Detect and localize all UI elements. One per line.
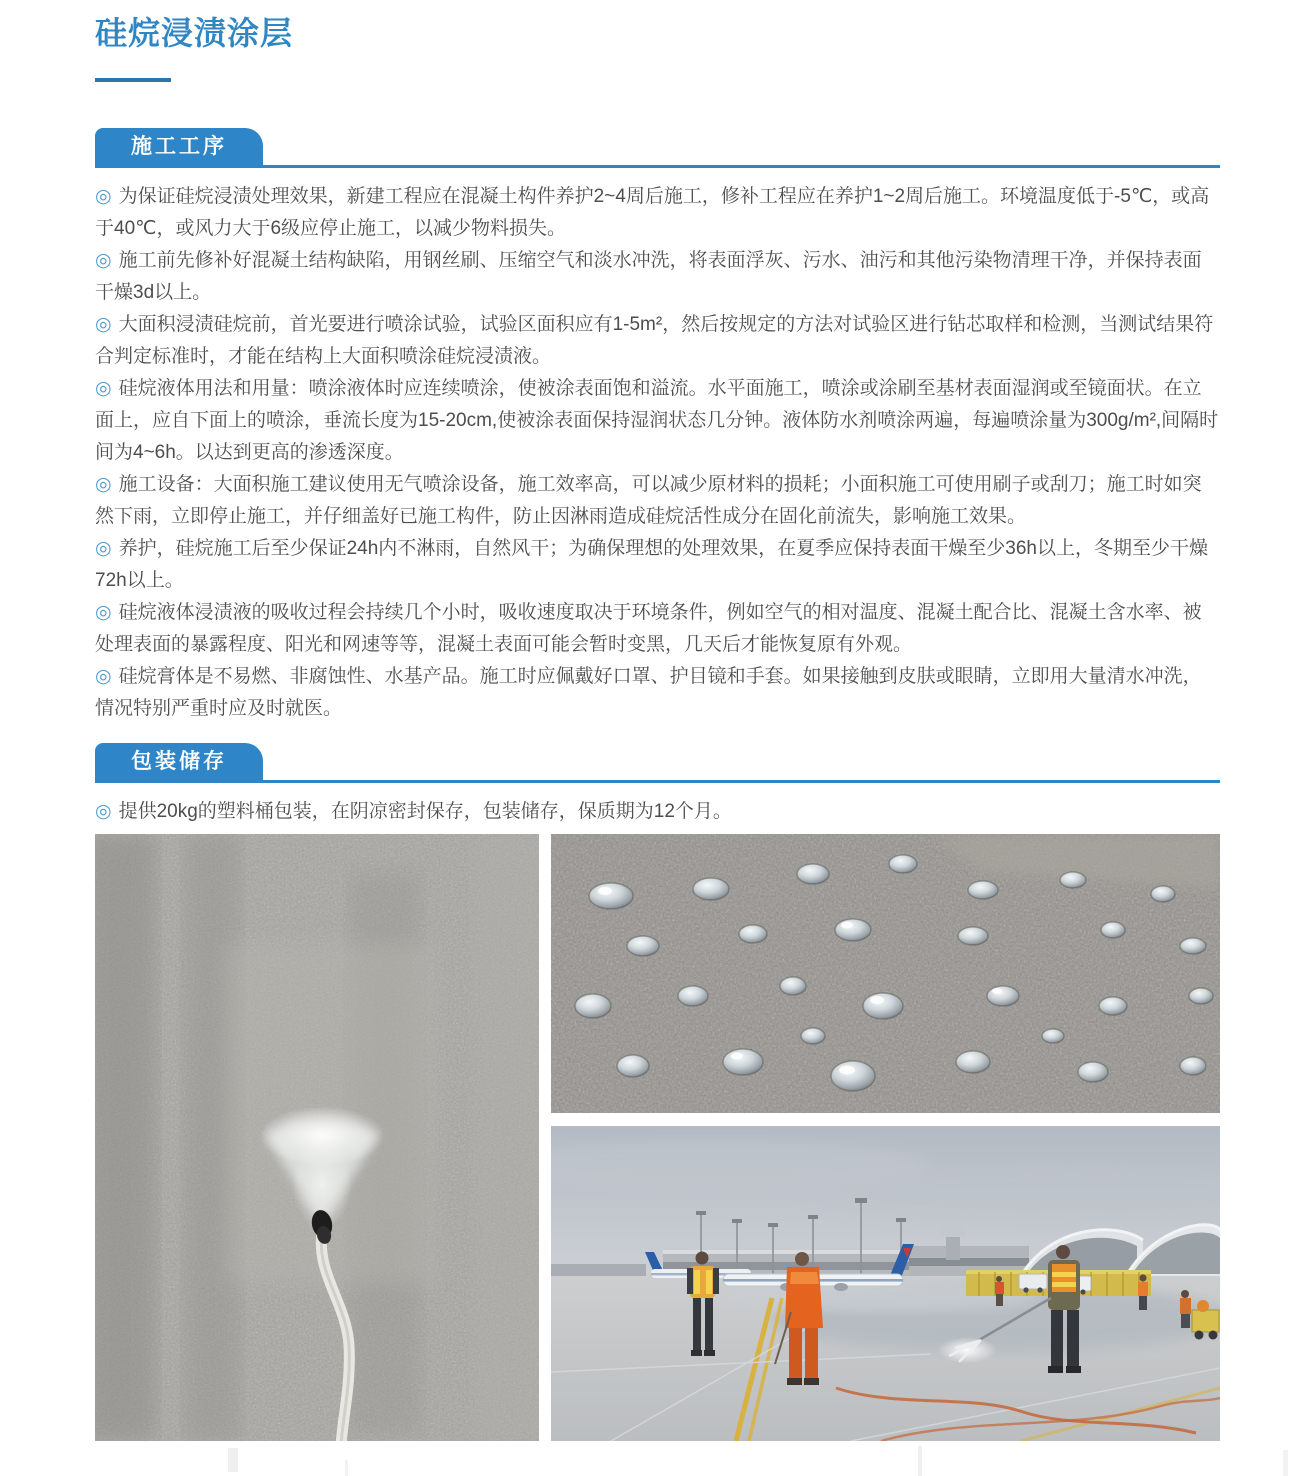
- bullet-icon: ◎: [95, 666, 112, 687]
- bullet-text: 养护，硅烷施工后至少保证24h内不淋雨，自然风干；为确保理想的处理效果，在夏季应保持表面干燥至少36h以上，冬期至少干燥72h以上。: [95, 538, 1208, 591]
- section-badge: 施工工序: [95, 128, 263, 165]
- bullet-text: 施工前先修补好混凝土结构缺陷，用钢丝刷、压缩空气和淡水冲洗，将表面浮灰、污水、油污和其他污染物清理干净，并保持表面干燥3d以上。: [95, 250, 1202, 303]
- bullet-icon: ◎: [95, 602, 112, 623]
- bullet-icon: ◎: [95, 801, 112, 822]
- bullet-item: [95, 245, 1220, 309]
- bullet-item: [95, 469, 1220, 533]
- bullet-item: [95, 661, 1220, 725]
- bullet-text: 硅烷膏体是不易燃、非腐蚀性、水基产品。施工时应佩戴好口罩、护目镜和手套。如果接触到皮肤或眼睛，立即用大量清水冲洗，情况特别严重时应及时就医。: [95, 666, 1202, 719]
- bullet-text: 硅烷液体浸渍液的吸收过程会持续几个小时，吸收速度取决于环境条件，例如空气的相对温度、混凝土配合比、混凝土含水率、被处理表面的暴露程度、阳光和网速等等，混凝土表面可能会暂时变黑，几天后才能恢复原有外观。: [95, 602, 1202, 655]
- bullet-text: 硅烷液体用法和用量：喷涂液体时应连续喷涂，使被涂表面饱和溢流。水平面施工，喷涂或涂刷至基材表面湿润或至镜面状。在立面上，应自下面上的喷涂，垂流长度为15-20cm,使被涂表面保持湿润状态几分钟。液体防水剂喷涂两遍，每遍喷涂量为300g/m²,间隔时间为4~6h。以达到更高的渗透深度。: [95, 378, 1219, 463]
- bullet-list: [95, 181, 1220, 725]
- section-packaging-storage: [95, 743, 1220, 828]
- bullet-icon: ◎: [95, 538, 112, 559]
- photo-water-beading-art: [551, 834, 1220, 1113]
- bullet-item: [95, 181, 1220, 245]
- bullet-item: [95, 309, 1220, 373]
- page-bottom-artifact: [918, 1446, 922, 1476]
- photo-silane-spray-wall-art: [95, 834, 539, 1441]
- photo-grid: [95, 834, 1220, 1441]
- page-bottom-artifact: [1283, 1450, 1288, 1476]
- bullet-item: [95, 597, 1220, 661]
- section-header-rule: [95, 128, 1220, 168]
- page-bottom-artifact: [228, 1448, 238, 1472]
- photo-airport-spraying: [551, 1126, 1220, 1441]
- page-bottom-artifact: [345, 1460, 348, 1476]
- photo-water-beading: [551, 834, 1220, 1113]
- bullet-text: 施工设备：大面积施工建议使用无气喷涂设备，施工效率高，可以减少原材料的损耗；小面积施工可使用刷子或刮刀；施工时如突然下雨，立即停止施工，并仔细盖好已施工构件，防止因淋雨造成硅烷活性成分在固化前流失，影响施工效果。: [95, 474, 1202, 527]
- bullet-item: [95, 796, 1220, 828]
- photo-airport-spraying-art: [551, 1126, 1220, 1441]
- section-construction-procedure: [95, 128, 1220, 725]
- title-underline-decoration: [95, 78, 171, 82]
- photo-silane-spray-wall: [95, 834, 539, 1441]
- section-badge: 包装储存: [95, 743, 263, 780]
- section-header-rule: [95, 743, 1220, 783]
- bullet-text: 大面积浸渍硅烷前，首光要进行喷涂试验，试验区面积应有1-5m²，然后按规定的方法对试验区进行钻芯取样和检测，当测试结果符合判定标准时，才能在结构上大面积喷涂硅烷浸渍液。: [95, 314, 1214, 367]
- bullet-text: 为保证硅烷浸渍处理效果，新建工程应在混凝土构件养护2~4周后施工，修补工程应在养护1~2周后施工。环境温度低于-5℃，或高于40℃，或风力大于6级应停止施工，以减少物料损失。: [95, 186, 1210, 239]
- bullet-icon: ◎: [95, 314, 112, 335]
- bullet-item: [95, 373, 1220, 469]
- bullet-icon: ◎: [95, 474, 112, 495]
- bullet-icon: ◎: [95, 186, 112, 207]
- bullet-icon: ◎: [95, 250, 112, 271]
- bullet-text: 提供20kg的塑料桶包装，在阴凉密封保存，包装储存，保质期为12个月。: [118, 801, 732, 822]
- page-title: 硅烷浸渍涂层: [95, 15, 294, 51]
- bullet-item: [95, 533, 1220, 597]
- photo-column-right: [551, 834, 1220, 1441]
- bullet-list: [95, 796, 1220, 828]
- bullet-icon: ◎: [95, 378, 112, 399]
